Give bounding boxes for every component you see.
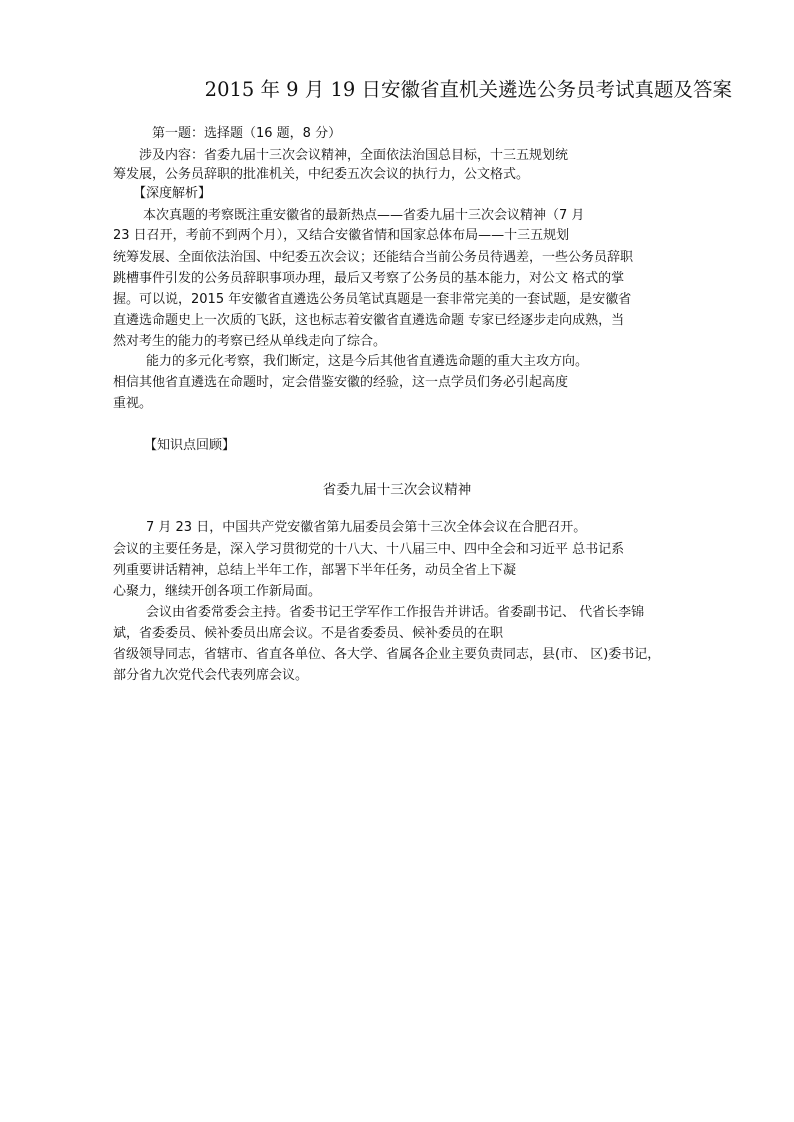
paragraph-line: 相信其他省直遴选在命题时，定会借鉴安徽的经验，这一点学员们务必引起高度 — [113, 375, 569, 390]
review-heading: 【知识点回顾】 — [144, 438, 236, 453]
analysis-heading: 【深度解析】 — [133, 186, 212, 201]
paragraph-line: 23 日召开，考前不到两个月），又结合安徽省情和国家总体布局——十三五规划 — [113, 228, 570, 243]
paragraph-line: 会议由省委常委会主持。省委书记王学军作工作报告并讲话。省委副书记、 代省长李锦 — [146, 605, 645, 620]
paragraph-line: 跳槽事件引发的公务员辞职事项办理，最后又考察了公务员的基本能力，对公文 格式的掌 — [113, 271, 625, 286]
paragraph-line: 筹发展，公务员辞职的批准机关，中纪委五次会议的执行力，公文格式。 — [113, 167, 530, 182]
paragraph-line: 重视。 — [113, 396, 153, 411]
paragraph-line: 然对考生的能力的考察已经从单线走向了综合。 — [113, 334, 387, 349]
paragraph-line: 会议的主要任务是，深入学习贯彻党的十八大、十八届三中、四中全会和习近平 总书记系 — [113, 542, 625, 557]
paragraph-line: 心聚力，继续开创各项工作新局面。 — [113, 584, 322, 599]
paragraph-line: 统筹发展、全面依法治国、中纪委五次会议；还能结合当前公务员待遇差，一些公务员辞职 — [113, 250, 634, 265]
paragraph-line: 列重要讲话精神，总结上半年工作，部署下半年任务，动员全省上下凝 — [113, 563, 517, 578]
question-heading: 第一题：选择题（16 题，8 分） — [152, 126, 342, 141]
paragraph-line: 握。可以说，2015 年安徽省直遴选公务员笔试真题是一套非常完美的一套试题，是安徽省 — [113, 292, 632, 307]
paragraph-line: 部分省九次党代会代表列席会议。 — [113, 668, 309, 683]
paragraph-line: 斌，省委委员、候补委员出席会议。不是省委委员、候补委员的在职 — [113, 626, 504, 641]
paragraph-line: 7 月 23 日，中国共产党安徽省第九届委员会第十三次全体会议在合肥召开。 — [146, 520, 587, 535]
paragraph-line: 直遴选命题史上一次质的飞跃，这也标志着安徽省直遴选命题 专家已经逐步走向成熟，当 — [113, 313, 625, 328]
paragraph-line: 能力的多元化考察，我们断定，这是今后其他省直遴选命题的重大主攻方向。 — [146, 354, 589, 369]
paragraph-line: 本次真题的考察既注重安徽省的最新热点——省委九届十三次会议精神（7 月 — [143, 208, 585, 223]
paragraph-line: 涉及内容：省委九届十三次会议精神，全面依法治国总目标，十三五规划统 — [139, 148, 569, 163]
paragraph-line: 省级领导同志，省辖市、省直各单位、各大学、省属各企业主要负责同志，县(市、 区)委书记， — [113, 647, 661, 662]
document-title: 2015 年 9 月 19 日安徽省直机关遴选公务员考试真题及答案 — [204, 78, 732, 101]
section-heading: 省委九届十三次会议精神 — [322, 482, 472, 498]
